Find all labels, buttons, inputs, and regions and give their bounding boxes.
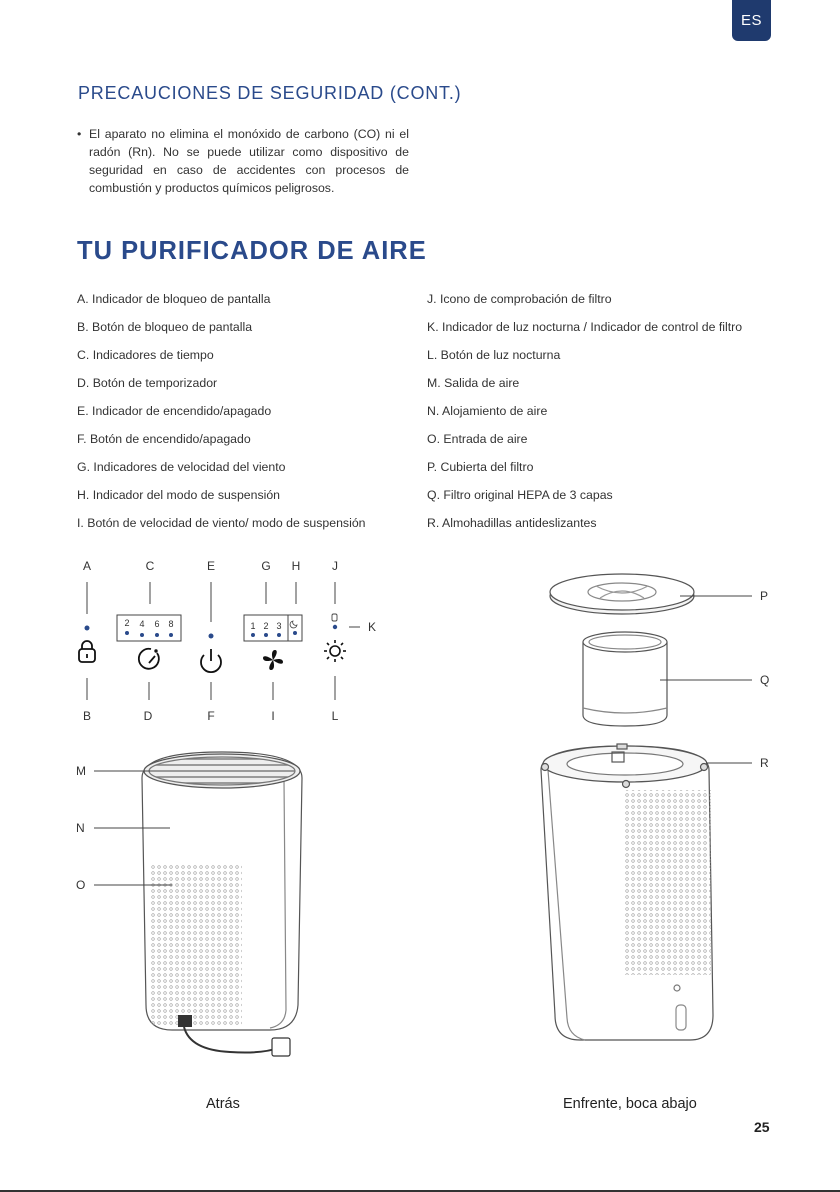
label-n: N [76,821,85,835]
part-item: C. Indicadores de tiempo [77,348,214,362]
caption-front: Enfrente, boca abajo [563,1096,697,1112]
part-item: K. Indicador de luz nocturna / Indicador de control de filtro [427,320,743,334]
front-view-unit [541,744,713,1040]
timer-icon [139,649,159,669]
part-item: A. Indicador de bloqueo de pantalla [77,292,271,306]
page-number: 25 [754,1119,770,1135]
part-item: R. Almohadillas antideslizantes [427,516,597,530]
part-item: M. Salida de aire [427,376,520,390]
label-f: F [207,709,215,723]
timer-value: 2 [124,618,130,628]
part-item: H. Indicador del modo de suspensión [77,488,281,502]
label-b: B [82,709,92,723]
filter-cover [550,574,694,614]
lock-icon [79,641,95,662]
timer-value: 8 [168,619,174,629]
control-panel [79,559,376,723]
part-item: F. Botón de encendido/apagado [77,432,251,446]
label-a: A [82,559,92,573]
page-title: TU PURIFICADOR DE AIRE [77,237,427,265]
label-d: D [143,709,153,723]
filter-check-icon [332,614,337,621]
part-item: D. Botón de temporizador [77,376,218,390]
language-tab: ES [732,0,771,41]
sun-icon [324,640,346,662]
power-indicator [209,634,214,639]
label-q: Q [760,673,770,687]
label-r: R [760,756,769,770]
timer-value: 6 [154,619,160,629]
label-c: C [145,559,155,573]
label-j: J [332,559,338,573]
fan-icon [263,650,283,670]
part-item: G. Indicadores de velocidad del viento [77,460,286,474]
label-k: K [368,620,377,634]
label-p: P [760,589,769,603]
speed-value: 1 [250,621,256,631]
part-item: J. Icono de comprobación de filtro [427,292,612,306]
back-view-unit [142,752,302,1056]
power-icon [201,649,221,672]
part-item: Q. Filtro original HEPA de 3 capas [427,488,613,502]
label-g: G [261,559,271,573]
safety-bullet: • El aparato no elimina el monóxido de carbono (CO) ni el radón (Rn). No se puede utilizar como dispositivo de seguridad en caso de accidentes con procesos de combustión y productos químicos peligrosos. [77,125,409,197]
label-h: H [291,559,301,573]
speed-value: 2 [263,621,269,631]
label-i: I [271,709,275,723]
parts-list-left [77,290,366,542]
hepa-filter [583,632,667,726]
purifier-diagram [0,540,840,1100]
label-m: M [76,764,86,778]
night-light-indicator [333,625,337,629]
label-l: L [331,709,339,723]
part-item: E. Indicador de encendido/apagado [77,404,272,418]
part-item: L. Botón de luz nocturna [427,348,561,362]
section-title: PRECAUCIONES DE SEGURIDAD (CONT.) [78,83,462,103]
speed-value: 3 [276,621,282,631]
part-item: N. Alojamiento de aire [427,404,548,418]
lock-indicator [85,626,90,631]
timer-value: 4 [139,619,145,629]
sleep-mode-icon [290,621,297,628]
caption-back: Atrás [206,1096,240,1112]
part-item: P. Cubierta del filtro [427,460,534,474]
part-item: B. Botón de bloqueo de pantalla [77,320,253,334]
part-item: O. Entrada de aire [427,432,528,446]
label-o: O [76,878,86,892]
part-item: I. Botón de velocidad de viento/ modo de suspensión [77,516,366,530]
label-e: E [206,559,216,573]
parts-list-right [427,290,742,542]
